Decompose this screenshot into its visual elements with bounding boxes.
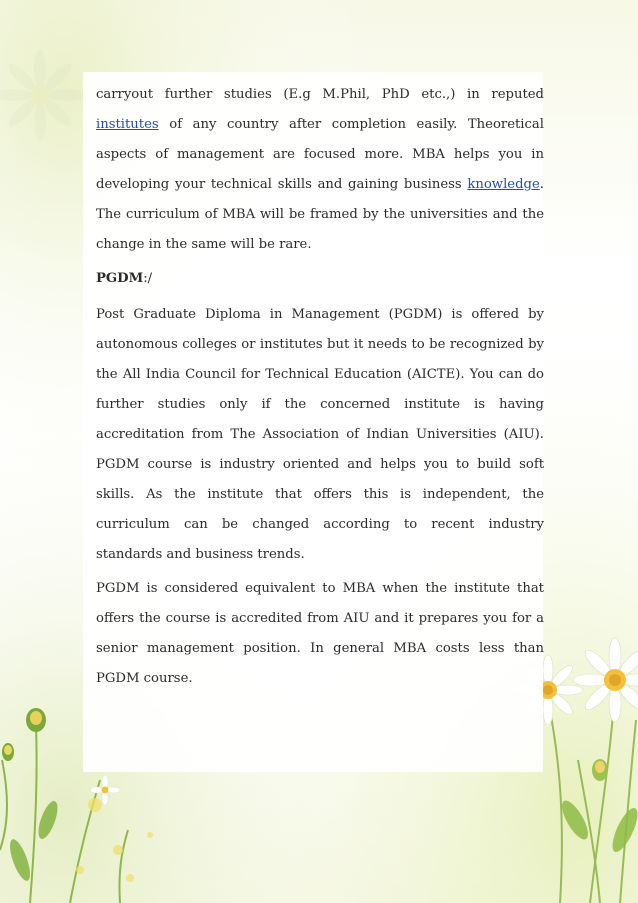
paragraph-mba-text-3: . The curriculum of MBA will be framed by the universities and the change in the same will be rare.	[96, 177, 544, 252]
section-heading-pgdm	[96, 266, 544, 292]
bottom-left-bud-icon	[26, 708, 46, 732]
heading-suffix: :/	[143, 271, 153, 286]
paragraph-mba-text-2: of any country after completion easily. Theoretical aspects of management are focused more. MBA helps you in developing your technical skills and gaining business	[96, 117, 544, 192]
document-body	[96, 80, 544, 694]
link-institutes[interactable]: institutes	[96, 117, 159, 132]
heading-bold-text: PGDM	[96, 271, 144, 286]
link-knowledge[interactable]: knowledge	[467, 177, 540, 192]
paragraph-mba-text-1: carryout further studies (E.g M.Phil, PhD etc.,) in reputed	[96, 87, 544, 102]
paragraph-equivalence: PGDM is considered equivalent to MBA when the institute that offers the course is accredited from AIU and it prepares you for a senior management position. In general MBA costs less than PGDM course.	[96, 581, 544, 686]
paragraph-mba	[96, 80, 544, 260]
bottom-right-bud-icon	[592, 759, 608, 781]
paragraph-pgdm: Post Graduate Diploma in Management (PGDM) is offered by autonomous colleges or institutes but it needs to be recognized by the All India Council for Technical Education (AICTE). You can do further studies only if the concerned institute is having accreditation from The Association of Indian Universities (AIU). PGDM course is industry oriented and helps you to build soft skills. As the institute that offers this is independent, the curriculum can be changed according to recent industry standards and business trends.	[96, 307, 544, 562]
bottom-left-bud-small-icon	[2, 743, 14, 761]
